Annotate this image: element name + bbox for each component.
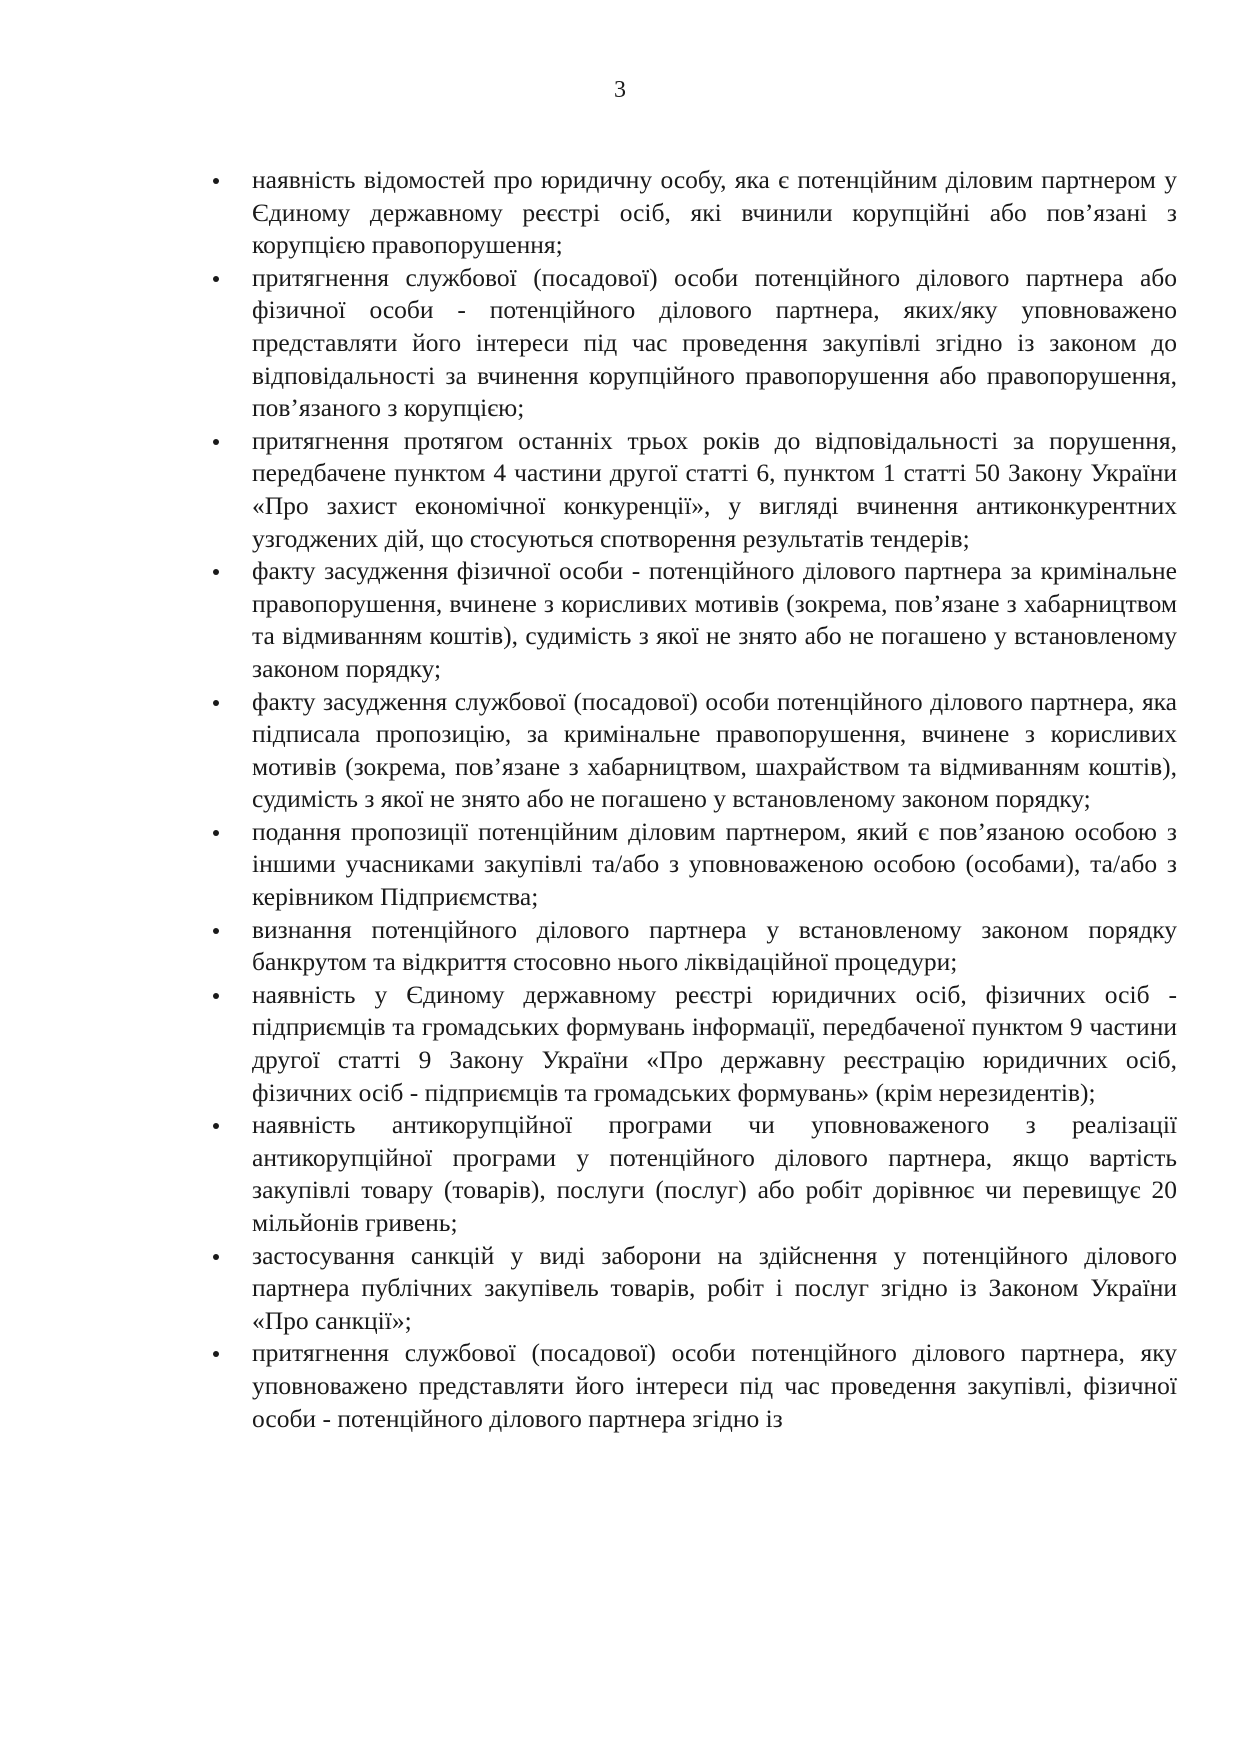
bullet-icon [213, 439, 219, 445]
list-item [213, 979, 1177, 1109]
page-number: 3 [614, 77, 626, 103]
list-item-text: застосування санкцій у виді заборони на здійснення у потенційного ділового партнера публічних закупівель товарів, робіт і послуг згідно із Законом України «Про санкції»; [252, 1240, 1177, 1335]
list-item-text: наявність у Єдиному державному реєстрі юридичних осіб, фізичних осіб - підприємців та громадських формувань інформації, передбаченої пунктом 9 частини другої статті 9 Закону України «Про державну реєстрацію юридичних осіб, фізичних осіб - підприємців та громадських формувань» (крім нерезидентів); [252, 979, 1177, 1107]
list-item-text: наявність відомостей про юридичну особу, яка є потенційним діловим партнером у Єдиному державному реєстрі осіб, які вчинили корупційні або пов’язані з корупцією правопорушення; [252, 165, 1177, 260]
list-item-text: притягнення протягом останніх трьох років до відповідальності за порушення, передбачене пунктом 4 частини другої статті 6, пунктом 1 статті 50 Закону України «Про захист економічної конкуренції», у вигляді вчинення антиконкурентних узгоджених дій, що стосуються спотворення результатів тендерів; [252, 425, 1177, 553]
bullet-icon [213, 928, 219, 934]
criteria-list [213, 164, 1177, 1435]
list-item [213, 1109, 1177, 1239]
list-item [213, 914, 1177, 979]
list-item [213, 1240, 1177, 1338]
list-item-text: притягнення службової (посадової) особи потенційного ділового партнера, яку уповноважено представляти його інтереси під час проведення закупівлі, фізичної особи - потенційного ділового партнера згідно із [252, 1338, 1177, 1433]
list-item-text: факту засудження фізичної особи - потенційного ділового партнера за кримінальне правопорушення, вчинене з корисливих мотивів (зокрема, пов’язане з хабарництвом та відмиванням коштів), судимість з якої не знято або не погашено у встановленому законом порядку; [252, 556, 1177, 683]
bullet-icon [213, 993, 219, 999]
bullet-icon [213, 1123, 219, 1129]
list-item [213, 686, 1177, 816]
list-item-text: притягнення службової (посадової) особи потенційного ділового партнера або фізичної особи - потенційного ділового партнера, яких/яку уповноважено представляти його інтереси під час проведення закупівлі згідно із законом до відповідальності за вчинення корупційного правопорушення або правопорушення, пов’язаного з корупцією; [252, 262, 1177, 423]
list-item [213, 425, 1177, 555]
list-item [213, 1337, 1177, 1435]
list-item [213, 262, 1177, 425]
list-item [213, 164, 1177, 262]
bullet-icon [213, 276, 219, 282]
bullet-icon [213, 1351, 219, 1357]
bullet-icon [213, 830, 219, 836]
bullet-icon [213, 178, 219, 184]
bullet-icon [213, 700, 219, 706]
list-item-text: наявність антикорупційної програми чи уповноваженого з реалізації антикорупційної програми у потенційного ділового партнера, якщо вартість закупівлі товару (товарів), послуги (послуг) або робіт дорівнює чи перевищує 20 мільйонів гривень; [252, 1110, 1177, 1237]
list-item-text: визнання потенційного ділового партнера у встановленому законом порядку банкрутом та відкриття стосовно нього ліквідаційної процедури; [252, 914, 1177, 977]
bullet-icon [213, 1254, 219, 1260]
bullet-icon [213, 569, 219, 575]
list-item [213, 555, 1177, 685]
list-item-text: факту засудження службової (посадової) особи потенційного ділового партнера, яка підписала пропозицію, за кримінальне правопорушення, вчинене з корисливих мотивів (зокрема, пов’язане з хабарництвом, шахрайством та відмиванням коштів), судимість з якої не знято або не погашено у встановленому законом порядку; [252, 686, 1177, 814]
list-item-text: подання пропозиції потенційним діловим партнером, який є пов’язаною особою з іншими учасниками закупівлі та/або з уповноваженою особою (особами), та/або з керівником Підприємства; [252, 816, 1177, 912]
list-item [213, 816, 1177, 914]
